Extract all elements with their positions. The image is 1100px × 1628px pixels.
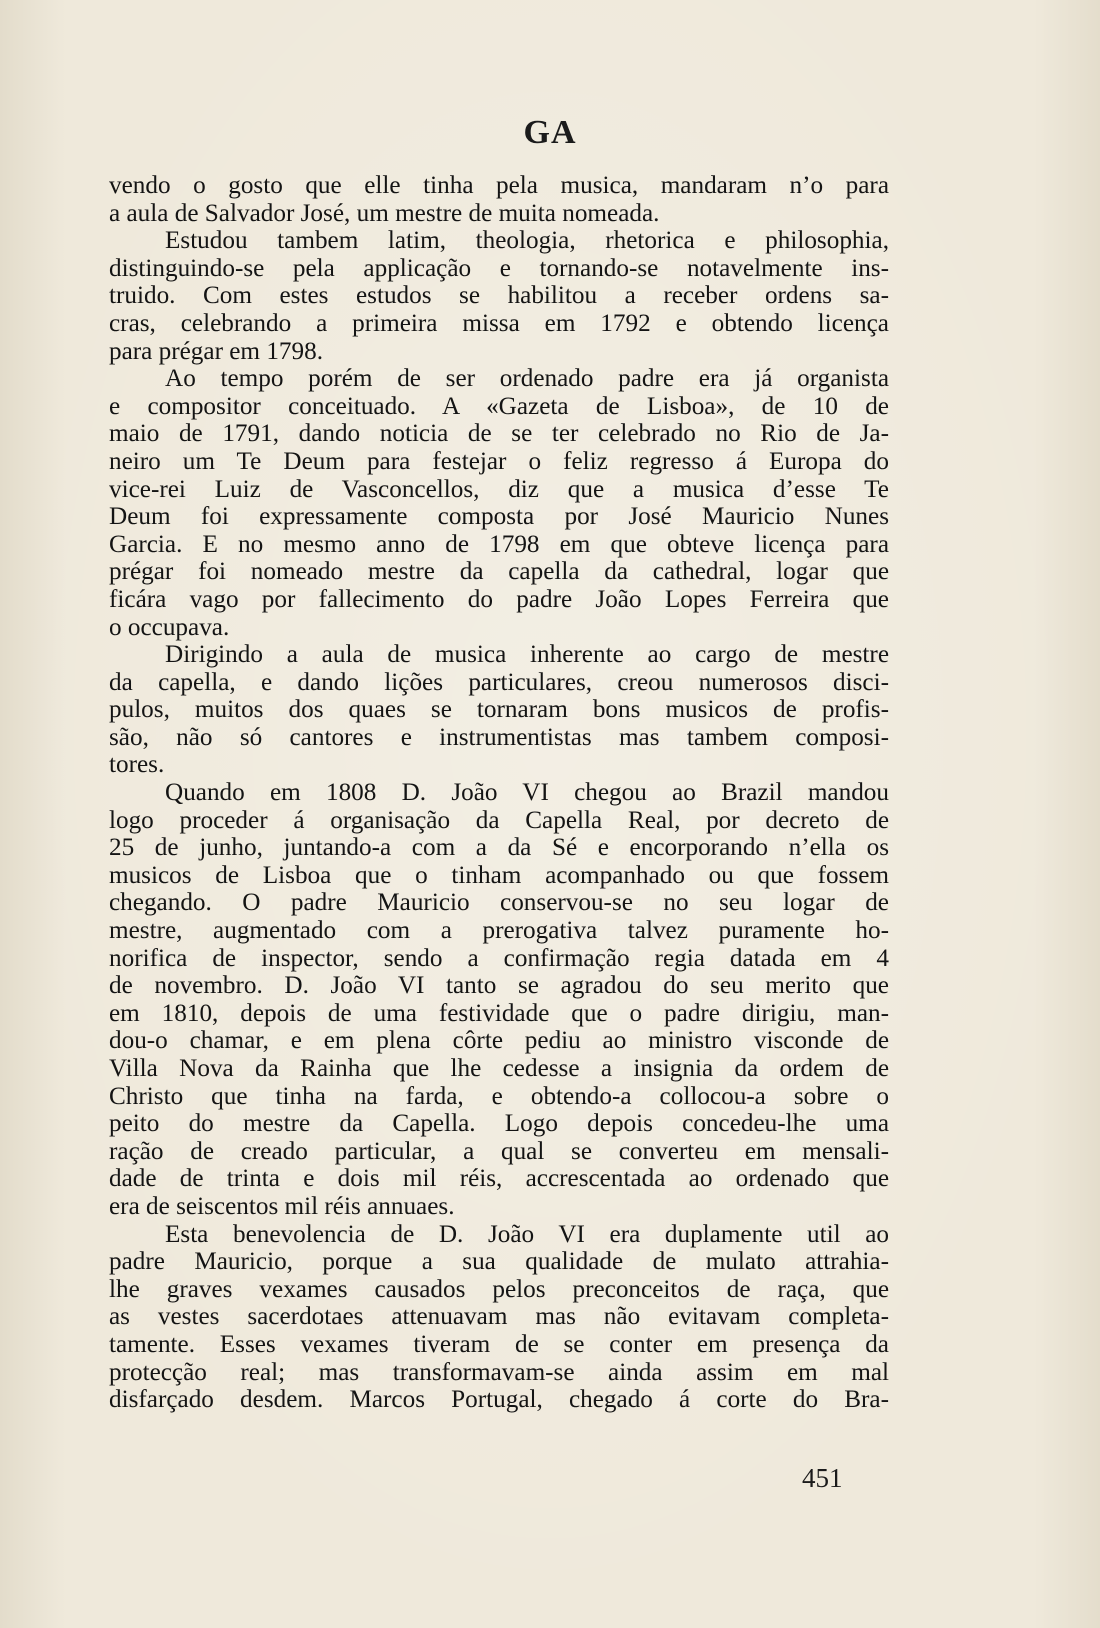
text-line: norifica de inspector, sendo a confirmação regia datada em 4	[109, 944, 889, 972]
text-line: disfarçado desdem. Marcos Portugal, chegado á corte do Bra-	[109, 1386, 889, 1414]
text-line: Garcia. E no mesmo anno de 1798 em que obteve licença para	[109, 530, 889, 558]
text-line: da capella, e dando lições particulares, creou numerosos disci-	[109, 668, 889, 696]
text-line: lhe graves vexames causados pelos preconceitos de raça, que	[109, 1275, 889, 1303]
page-number: 451	[802, 1463, 843, 1493]
text-line: a aula de Salvador José, um mestre de muita nomeada.	[109, 199, 660, 227]
text-line: maio de 1791, dando noticia de se ter celebrado no Rio de Ja-	[109, 420, 889, 448]
text-line: em 1810, depois de uma festividade que o padre dirigiu, man-	[109, 999, 889, 1027]
text-line: prégar foi nomeado mestre da capella da cathedral, logar que	[109, 558, 889, 586]
text-line: Estudou tambem latim, theologia, rhetorica e philosophia,	[165, 227, 889, 255]
text-line: cras, celebrando a primeira missa em 1792 e obtendo licença	[109, 309, 889, 337]
text-line: ficára vago por fallecimento do padre João Lopes Ferreira que	[109, 585, 889, 613]
text-line: Villa Nova da Rainha que lhe cedesse a insignia da ordem de	[109, 1055, 889, 1082]
text-line: pulos, muitos dos quaes se tornaram bons musicos de profis-	[109, 696, 889, 724]
text-line: mestre, augmentado com a prerogativa talvez puramente ho-	[109, 917, 889, 945]
body-text	[109, 172, 889, 1414]
text-line: era de seiscentos mil réis annuaes.	[109, 1192, 455, 1220]
text-line: as vestes sacerdotaes attenuavam mas não evitavam completa-	[109, 1303, 889, 1331]
text-line: são, não só cantores e instrumentistas mas tambem composi-	[109, 723, 889, 751]
text-line: peito do mestre da Capella. Logo depois concedeu-lhe uma	[109, 1110, 889, 1138]
text-line: tores.	[109, 751, 165, 779]
text-line: truido. Com estes estudos se habilitou a receber ordens sa-	[109, 282, 889, 310]
text-line: Esta benevolencia de D. João VI era duplamente util ao	[165, 1220, 889, 1248]
text-line: Christo que tinha na farda, e obtendo-a collocou-a sobre o	[109, 1082, 889, 1110]
text-line: dade de trinta e dois mil réis, accrescentada ao ordenado que	[109, 1165, 889, 1193]
text-line: e compositor conceituado. A «Gazeta de Lisboa», de 10 de	[109, 392, 889, 420]
text-line: para prégar em 1798.	[109, 337, 323, 365]
text-line: vendo o gosto que elle tinha pela musica, mandaram n’o para	[109, 172, 889, 199]
text-line: musicos de Lisboa que o tinham acompanhado ou que fossem	[109, 861, 889, 889]
text-line: ração de creado particular, a qual se converteu em mensali-	[109, 1137, 889, 1165]
text-line: de novembro. D. João VI tanto se agradou do seu merito que	[109, 972, 889, 1000]
text-line: Quando em 1808 D. João VI chegou ao Brazil mandou	[165, 779, 889, 807]
text-line: Dirigindo a aula de musica inherente ao cargo de mestre	[165, 641, 889, 669]
text-line: Deum foi expressamente composta por José Mauricio Nunes	[109, 503, 889, 531]
text-line: logo proceder á organisação da Capella Real, por decreto de	[109, 806, 889, 834]
text-line: o occupava.	[109, 613, 230, 641]
text-line: Ao tempo porém de ser ordenado padre era já organista	[165, 365, 889, 393]
text-line: protecção real; mas transformavam-se ainda assim em mal	[109, 1358, 889, 1386]
text-line: padre Mauricio, porque a sua qualidade de mulato attrahia-	[109, 1248, 889, 1276]
text-line: chegando. O padre Mauricio conservou-se no seu logar de	[109, 889, 889, 917]
text-line: distinguindo-se pela applicação e tornando-se notavelmente ins-	[109, 254, 889, 282]
text-line: dou-o chamar, e em plena côrte pediu ao ministro visconde de	[109, 1027, 889, 1055]
text-line: neiro um Te Deum para festejar o feliz regresso á Europa do	[109, 447, 889, 475]
text-line: 25 de junho, juntando-a com a da Sé e encorporando n’ella os	[109, 834, 889, 862]
running-head: GA	[523, 114, 577, 151]
text-line: tamente. Esses vexames tiveram de se conter em presença da	[109, 1330, 889, 1358]
text-line: vice-rei Luiz de Vasconcellos, diz que a musica d’esse Te	[109, 475, 889, 503]
